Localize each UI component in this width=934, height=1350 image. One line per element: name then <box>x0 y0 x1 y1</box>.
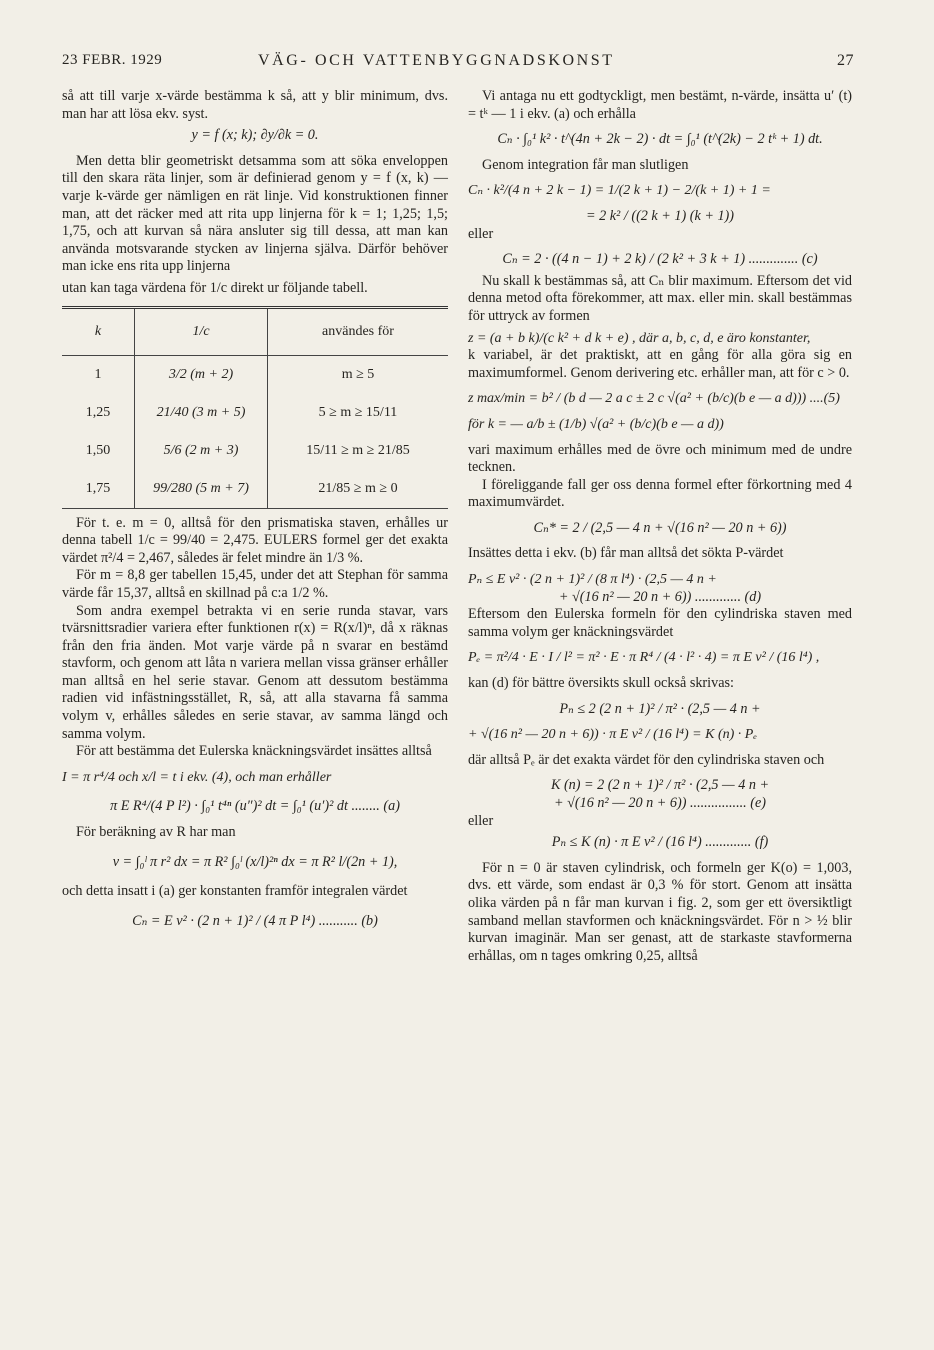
left-equation-5: Cₙ = E v² · (2 n + 1)² / (4 π P l⁴) ........... (b) <box>132 912 378 929</box>
left-paragraph-1: så att till varje x-värde bestämma k så, att y blir minimum, dvs. man har att lösa ekv. syst. <box>62 88 448 122</box>
right-equation-5a: z max/min = b² / (b d — 2 a c ± 2 c √(a² + (b/c)(b e — a d))) ....(5) <box>468 391 840 407</box>
right-equation-2a: Cₙ · k²/(4 n + 2 k − 1) = 1/(2 k + 1) − 2/(k + 1) + 1 = <box>468 183 771 199</box>
right-paragraph-11: För n = 0 är staven cylindrisk, och formeln ger K(o) = 1,003, dvs. ett värde, som endast är 0,3 % för stort. Genom att insätta olika värden på n får man kurvan i fig. 2, som ger ett översiktligt samband mellan stavformen och knäckningsvärdet. För n > ½ blir kurvan imaginär. Man ser genast, att de starkaste stavformerna erhållas, om n tages omkring 0,25, alltså <box>468 859 852 964</box>
left-paragraph-7: För att bestämma det Eulerska knäckningsvärdet insättes alltså <box>76 743 432 760</box>
right-equation-4: z = (a + b k)/(c k² + d k + e) , där a, b, c, d, e äro konstanter, <box>468 330 811 346</box>
table-cell: 1,50 <box>62 432 135 470</box>
header-page-number: 27 <box>837 52 854 69</box>
right-equation-9a: Pₙ ≤ 2 (2 n + 1)² / π² · (2,5 — 4 n + <box>559 700 761 717</box>
left-equation-2: I = π r⁴/4 och x/l = t i ekv. (4), och man erhåller <box>62 769 332 785</box>
table-cell: 21/85 ≥ m ≥ 0 <box>268 470 449 509</box>
right-column <box>468 88 852 965</box>
left-paragraph-6: Som andra exempel betrakta vi en serie runda stavar, vars tvärsnittsradier variera efter funktionen r(x) = R(x/l)ⁿ, då x räknas från den fria änden. Mot varje värde på n svarar en bestämd stavform, och genom att låta n variera mellan vissa gränser erhåller man alltså en hel serie stavar. Genom att dessutom bestämma radien vid infästningsstället, R, så, att alla stavarna få samma volym v, erhålles således en serie stavar, av samma längd och samma volym. <box>62 602 448 742</box>
table-row <box>62 355 448 394</box>
left-equation-4: v = ∫₀ˡ π r² dx = π R² ∫₀ˡ (x/l)²ⁿ dx = π R² l/(2n + 1), <box>112 853 398 870</box>
table-row <box>62 470 448 509</box>
table-cell: 1,75 <box>62 470 135 509</box>
left-paragraph-4: För t. e. m = 0, alltså för den prismatiska staven, erhålles ur denna tabell 1/c = 99/40 = 2,475. EULERS formel ger det exakta värdet π²/4 = 2,467, således är felet mindre än 1/3 %. <box>62 514 448 566</box>
left-paragraph-2: Men detta blir geometriskt detsamma som att söka enveloppen till den skara räta linjer, som är definierad genom y = f (x, k) — varje k-värde ger nämligen en rät linje. Vid konstruktionen finner man, att det räcker med att rita upp linjerna för k = 1; 1,25; 1,5; 1,75, och att kurvan så nära ansluter sig till dessa, att man kan använda motsvarande stycken av linjerna själva. Därför behöver man icke ens rita upp linjerna <box>62 152 448 275</box>
table-cell: 5 ≥ m ≥ 15/11 <box>318 404 398 420</box>
left-paragraph-5: För m = 8,8 ger tabellen 15,45, under det att Stephan för samma värde får 15,37, alltså en skillnad på c:a 1/2 %. <box>62 567 448 601</box>
right-equation-10b: + √(16 n² — 20 n + 6)) ................ (e) <box>553 795 767 811</box>
table-cell: 3/2 (m + 2) <box>135 355 268 394</box>
header-date: 23 FEBR. 1929 <box>62 52 163 68</box>
left-equation-1: y = f (x; k); ∂y/∂k = 0. <box>191 127 319 144</box>
right-equation-7a: Pₙ ≤ E v² · (2 n + 1)² / (8 π l⁴) · (2,5 — 4 n + <box>468 572 717 588</box>
right-paragraph-9: kan (d) för bättre översikts skull också skrivas: <box>468 675 734 692</box>
left-column <box>62 88 448 930</box>
table-cell: 99/280 (5 m + 7) <box>135 470 268 509</box>
table-cell: 1 <box>62 355 135 394</box>
right-eller-2: eller <box>468 812 494 829</box>
left-paragraph-9: och detta insatt i (a) ger konstanten framför integralen värdet <box>62 883 408 900</box>
right-equation-6: Cₙ* = 2 / (2,5 — 4 n + √(16 n² — 20 n + 6)) <box>533 519 787 536</box>
table-header-inv-c: 1/c <box>135 307 268 355</box>
left-paragraph-8: För beräkning av R har man <box>76 824 236 841</box>
table-cell: 15/11 ≥ m ≥ 21/85 <box>306 442 410 458</box>
coefficient-table <box>62 306 448 509</box>
right-equation-2b: = 2 k² / ((2 k + 1) (k + 1)) <box>586 207 734 224</box>
right-eller-1: eller <box>468 225 494 242</box>
right-paragraph-8: Eftersom den Eulerska formeln för den cylindriska staven med samma volym ger knäckningsvärdet <box>468 606 852 640</box>
table-cell: 21/40 (3 m + 5) <box>135 394 268 432</box>
right-paragraph-1: Vi antaga nu ett godtyckligt, men bestämt, n-värde, insätta u′ (t) = tᵏ — 1 i ekv. (a) och erhålla <box>468 88 852 122</box>
right-equation-10a: K (n) = 2 (2 n + 1)² / π² · (2,5 — 4 n + <box>550 777 770 794</box>
left-equation-3: π E R⁴/(4 P l²) · ∫₀¹ t⁴ⁿ (u″)² dt = ∫₀¹ (u′)² dt ........ (a) <box>110 798 400 815</box>
table-row <box>62 394 448 432</box>
table-cell: m ≥ 5 <box>341 366 375 382</box>
table-cell: 5/6 (2 m + 3) <box>135 432 268 470</box>
table-header-used-for: användes för <box>268 307 449 355</box>
table-cell: 1,25 <box>62 394 135 432</box>
right-paragraph-3: Nu skall k bestämmas så, att Cₙ blir maximum. Eftersom det vid denna metod ofta förekommer, att max. eller min. skall bestämmas för uttryck av formen <box>468 272 852 324</box>
right-equation-11: Pₙ ≤ K (n) · π E v² / (16 l⁴) ............. (f) <box>551 834 769 851</box>
right-equation-1: Cₙ · ∫₀¹ k² · t^(4n + 2k − 2) · dt = ∫₀¹ (t^(2k) − 2 tᵏ + 1) dt. <box>497 131 823 148</box>
right-equation-8: Pₑ = π²/4 · E · I / l² = π² · E · π R⁴ / (4 · l² · 4) = π E v² / (16 l⁴) , <box>468 650 820 666</box>
right-paragraph-6: I föreliggande fall ger oss denna formel efter förkortning med 4 maximumvärdet. <box>468 476 852 511</box>
right-equation-7b: + √(16 n² — 20 n + 6)) ............. (d) <box>558 588 762 605</box>
left-paragraph-3: utan kan taga värdena för 1/c direkt ur följande tabell. <box>62 279 368 296</box>
header-journal-title: VÄG- OCH VATTENBYGGNADSKONST <box>258 52 615 69</box>
right-paragraph-5: vari maximum erhålles med de övre och minimum med de undre tecknen. <box>468 441 852 476</box>
table-header-row <box>62 307 448 355</box>
right-equation-3: Cₙ = 2 · ((4 n − 1) + 2 k) / (2 k² + 3 k + 1) .............. (c) <box>502 251 818 268</box>
right-paragraph-2: Genom integration får man slutligen <box>482 156 689 173</box>
right-equation-9b: + √(16 n² — 20 n + 6)) · π E v² / (16 l⁴) = K (n) · Pₑ <box>468 727 757 743</box>
table-row <box>62 432 448 470</box>
right-paragraph-4: k variabel, är det praktiskt, att en gång för alla göra sig en maximumformel. Genom derivering etc. erhåller man, att för c > 0. <box>468 347 852 381</box>
right-paragraph-7: Insättes detta i ekv. (b) får man alltså det sökta P-värdet <box>468 545 784 562</box>
right-paragraph-10: där alltså Pₑ är det exakta värdet för den cylindriska staven och <box>468 751 825 768</box>
table-header-k: k <box>62 307 135 355</box>
right-equation-5b: för k = — a/b ± (1/b) √(a² + (b/c)(b e — a d)) <box>468 416 724 432</box>
